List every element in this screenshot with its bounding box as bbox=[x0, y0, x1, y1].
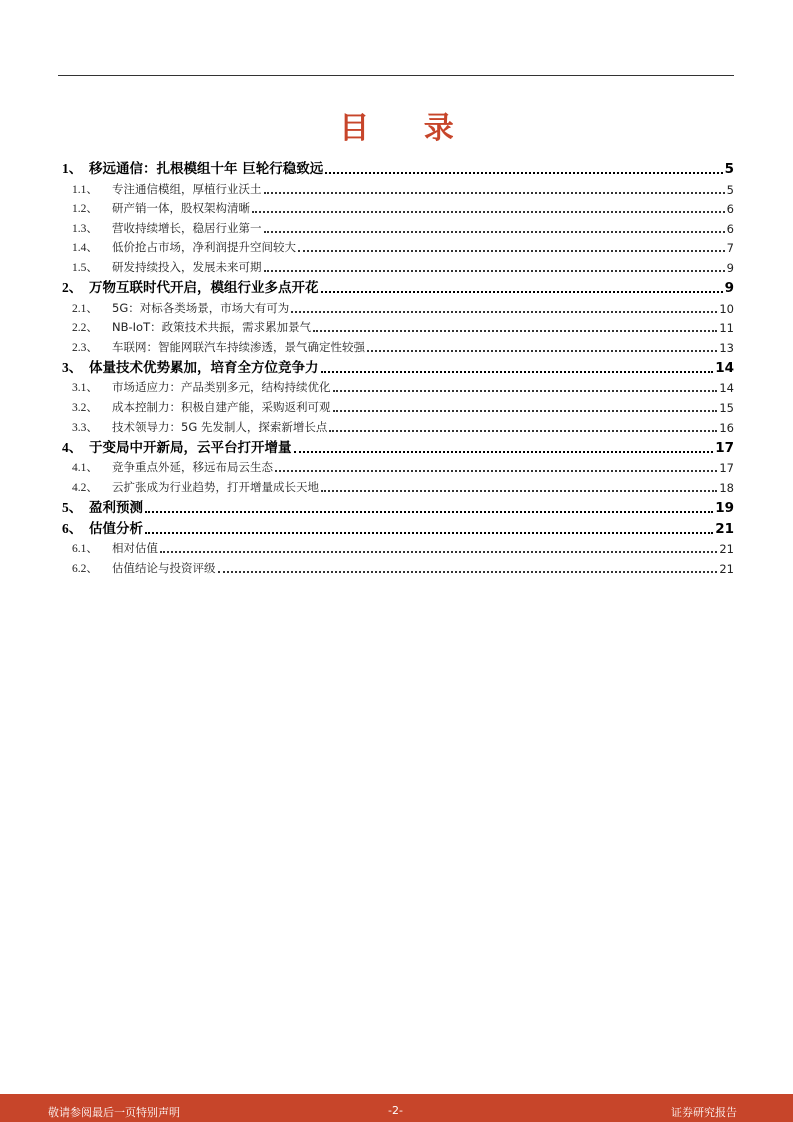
toc-section-entry[interactable] bbox=[62, 296, 734, 316]
table-of-contents bbox=[62, 156, 734, 576]
toc-entry-page: 16 bbox=[719, 420, 734, 435]
toc-section-entry[interactable] bbox=[62, 376, 734, 396]
toc-entry-page: 14 bbox=[715, 359, 734, 376]
toc-section-entry[interactable] bbox=[62, 395, 734, 415]
toc-entry-page: 21 bbox=[715, 520, 734, 537]
toc-chapter-entry[interactable] bbox=[62, 275, 734, 296]
toc-section-entry[interactable] bbox=[62, 475, 734, 495]
toc-entry-number: 6、 bbox=[62, 520, 83, 536]
toc-entry-number: 4.2、 bbox=[72, 481, 98, 494]
toc-entry-page: 5 bbox=[726, 182, 734, 197]
toc-entry-number: 1.2、 bbox=[72, 203, 98, 216]
toc-entry-label: 万物互联时代开启，模组行业多点开花 bbox=[89, 279, 319, 296]
toc-entry-page: 15 bbox=[719, 400, 734, 415]
toc-leader-dots bbox=[321, 287, 723, 293]
toc-entry-number: 1.1、 bbox=[72, 183, 98, 196]
toc-entry-number: 2、 bbox=[62, 279, 83, 295]
toc-entry-number: 2.3、 bbox=[72, 341, 98, 354]
toc-leader-dots bbox=[333, 386, 718, 392]
toc-section-entry[interactable] bbox=[62, 236, 734, 256]
toc-entry-number: 3、 bbox=[62, 359, 83, 375]
toc-entry-label: 盈利预测 bbox=[89, 499, 143, 516]
toc-entry-number: 4、 bbox=[62, 439, 83, 455]
toc-entry-number: 6.1、 bbox=[72, 543, 98, 556]
toc-section-entry[interactable] bbox=[62, 456, 734, 476]
toc-chapter-entry[interactable] bbox=[62, 495, 734, 516]
toc-entry-number: 2.1、 bbox=[72, 302, 98, 315]
toc-chapter-entry[interactable] bbox=[62, 355, 734, 376]
toc-entry-label: 相对估值 bbox=[112, 541, 158, 556]
toc-entry-page: 6 bbox=[726, 221, 734, 236]
toc-leader-dots bbox=[252, 207, 725, 213]
toc-entry-label: 估值分析 bbox=[89, 520, 143, 537]
toc-entry-number: 1.5、 bbox=[72, 261, 98, 274]
toc-entry-page: 9 bbox=[726, 260, 734, 275]
toc-entry-page: 13 bbox=[719, 340, 734, 355]
toc-title: 目 录 bbox=[339, 111, 476, 146]
toc-entry-page: 11 bbox=[719, 321, 734, 336]
toc-entry-page: 21 bbox=[719, 542, 734, 557]
toc-entry-number: 1、 bbox=[62, 161, 83, 176]
toc-entry-number: 3.3、 bbox=[72, 421, 98, 434]
toc-leader-dots bbox=[367, 346, 717, 352]
footer-bar bbox=[0, 1094, 793, 1122]
toc-leader-dots bbox=[294, 447, 714, 453]
toc-section-entry[interactable] bbox=[62, 177, 734, 197]
footer-disclaimer: 敬请参阅最后一页特别声明 bbox=[48, 1106, 180, 1119]
toc-leader-dots bbox=[145, 507, 713, 513]
toc-entry-number: 3.2、 bbox=[72, 401, 98, 414]
toc-entry-page: 14 bbox=[719, 381, 734, 396]
toc-entry-label: 竞争重点外延，移远布局云生态 bbox=[112, 460, 273, 475]
toc-leader-dots bbox=[313, 326, 717, 332]
toc-entry-page: 17 bbox=[719, 461, 734, 476]
toc-entry-label: NB-IoT：政策技术共振，需求累加景气 bbox=[112, 320, 312, 335]
toc-section-entry[interactable] bbox=[62, 255, 734, 275]
toc-entry-label: 估值结论与投资评级 bbox=[112, 560, 216, 575]
toc-entry-number: 6.2、 bbox=[72, 562, 98, 575]
footer-report-type: 证券研究报告 bbox=[671, 1106, 737, 1119]
toc-entry-label: 5G：对标各类场景，市场大有可为 bbox=[112, 300, 290, 315]
toc-leader-dots bbox=[264, 227, 725, 233]
toc-leader-dots bbox=[264, 266, 725, 272]
toc-entry-label: 移远通信：扎根模组十年 巨轮行稳致远 bbox=[89, 161, 324, 177]
toc-leader-dots bbox=[321, 486, 717, 492]
toc-leader-dots bbox=[321, 367, 714, 373]
toc-entry-label: 营收持续增长，稳居行业第一 bbox=[112, 220, 262, 235]
toc-entry-label: 于变局中开新局，云平台打开增量 bbox=[89, 439, 292, 456]
toc-entry-page: 5 bbox=[724, 161, 734, 177]
toc-leader-dots bbox=[298, 246, 725, 252]
toc-chapter-entry[interactable] bbox=[62, 435, 734, 456]
toc-section-entry[interactable] bbox=[62, 415, 734, 435]
toc-entry-label: 专注通信模组，厚植行业沃土 bbox=[112, 181, 262, 196]
toc-section-entry[interactable] bbox=[62, 537, 734, 557]
toc-leader-dots bbox=[333, 406, 718, 412]
toc-entry-label: 低价抢占市场，净利润提升空间较大 bbox=[112, 240, 296, 255]
toc-entry-page: 9 bbox=[724, 279, 734, 296]
toc-leader-dots bbox=[291, 307, 717, 313]
toc-entry-label: 云扩张成为行业趋势，打开增量成长天地 bbox=[112, 479, 319, 494]
toc-chapter-entry[interactable] bbox=[62, 516, 734, 537]
toc-section-entry[interactable] bbox=[62, 335, 734, 355]
toc-entry-page: 19 bbox=[715, 499, 734, 516]
toc-leader-dots bbox=[264, 188, 725, 194]
header-rule bbox=[58, 75, 734, 76]
toc-entry-label: 技术领导力：5G 先发制人，探索新增长点 bbox=[112, 419, 328, 434]
toc-entry-page: 18 bbox=[719, 480, 734, 495]
toc-entry-label: 车联网：智能网联汽车持续渗透，景气确定性较强 bbox=[112, 339, 365, 354]
toc-entry-number: 1.3、 bbox=[72, 222, 98, 235]
toc-entry-label: 研发持续投入，发展未来可期 bbox=[112, 259, 262, 274]
toc-leader-dots bbox=[145, 528, 713, 534]
toc-leader-dots bbox=[218, 567, 718, 573]
toc-section-entry[interactable] bbox=[62, 197, 734, 217]
toc-entry-label: 研产销一体，股权架构清晰 bbox=[112, 201, 250, 216]
toc-entry-page: 21 bbox=[719, 561, 734, 576]
toc-leader-dots bbox=[160, 547, 717, 553]
toc-entry-number: 4.1、 bbox=[72, 462, 98, 475]
toc-chapter-entry[interactable] bbox=[62, 156, 734, 177]
toc-entry-page: 7 bbox=[726, 241, 734, 256]
toc-entry-label: 成本控制力：积极自建产能，采购返利可观 bbox=[112, 399, 331, 414]
toc-section-entry[interactable] bbox=[62, 556, 734, 576]
toc-entry-page: 17 bbox=[715, 439, 734, 456]
toc-entry-number: 3.1、 bbox=[72, 382, 98, 395]
toc-entry-number: 2.2、 bbox=[72, 322, 98, 335]
toc-leader-dots bbox=[275, 466, 717, 472]
toc-leader-dots bbox=[329, 426, 717, 432]
toc-leader-dots bbox=[325, 168, 722, 174]
toc-entry-label: 体量技术优势累加，培育全方位竞争力 bbox=[89, 359, 319, 376]
page-number: -2- bbox=[388, 1104, 403, 1117]
toc-section-entry[interactable] bbox=[62, 216, 734, 236]
toc-entry-page: 6 bbox=[726, 202, 734, 217]
toc-entry-number: 1.4、 bbox=[72, 242, 98, 255]
toc-section-entry[interactable] bbox=[62, 316, 734, 336]
toc-entry-page: 10 bbox=[719, 301, 734, 316]
toc-entry-number: 5、 bbox=[62, 499, 83, 515]
toc-entry-label: 市场适应力：产品类别多元，结构持续优化 bbox=[112, 380, 331, 395]
